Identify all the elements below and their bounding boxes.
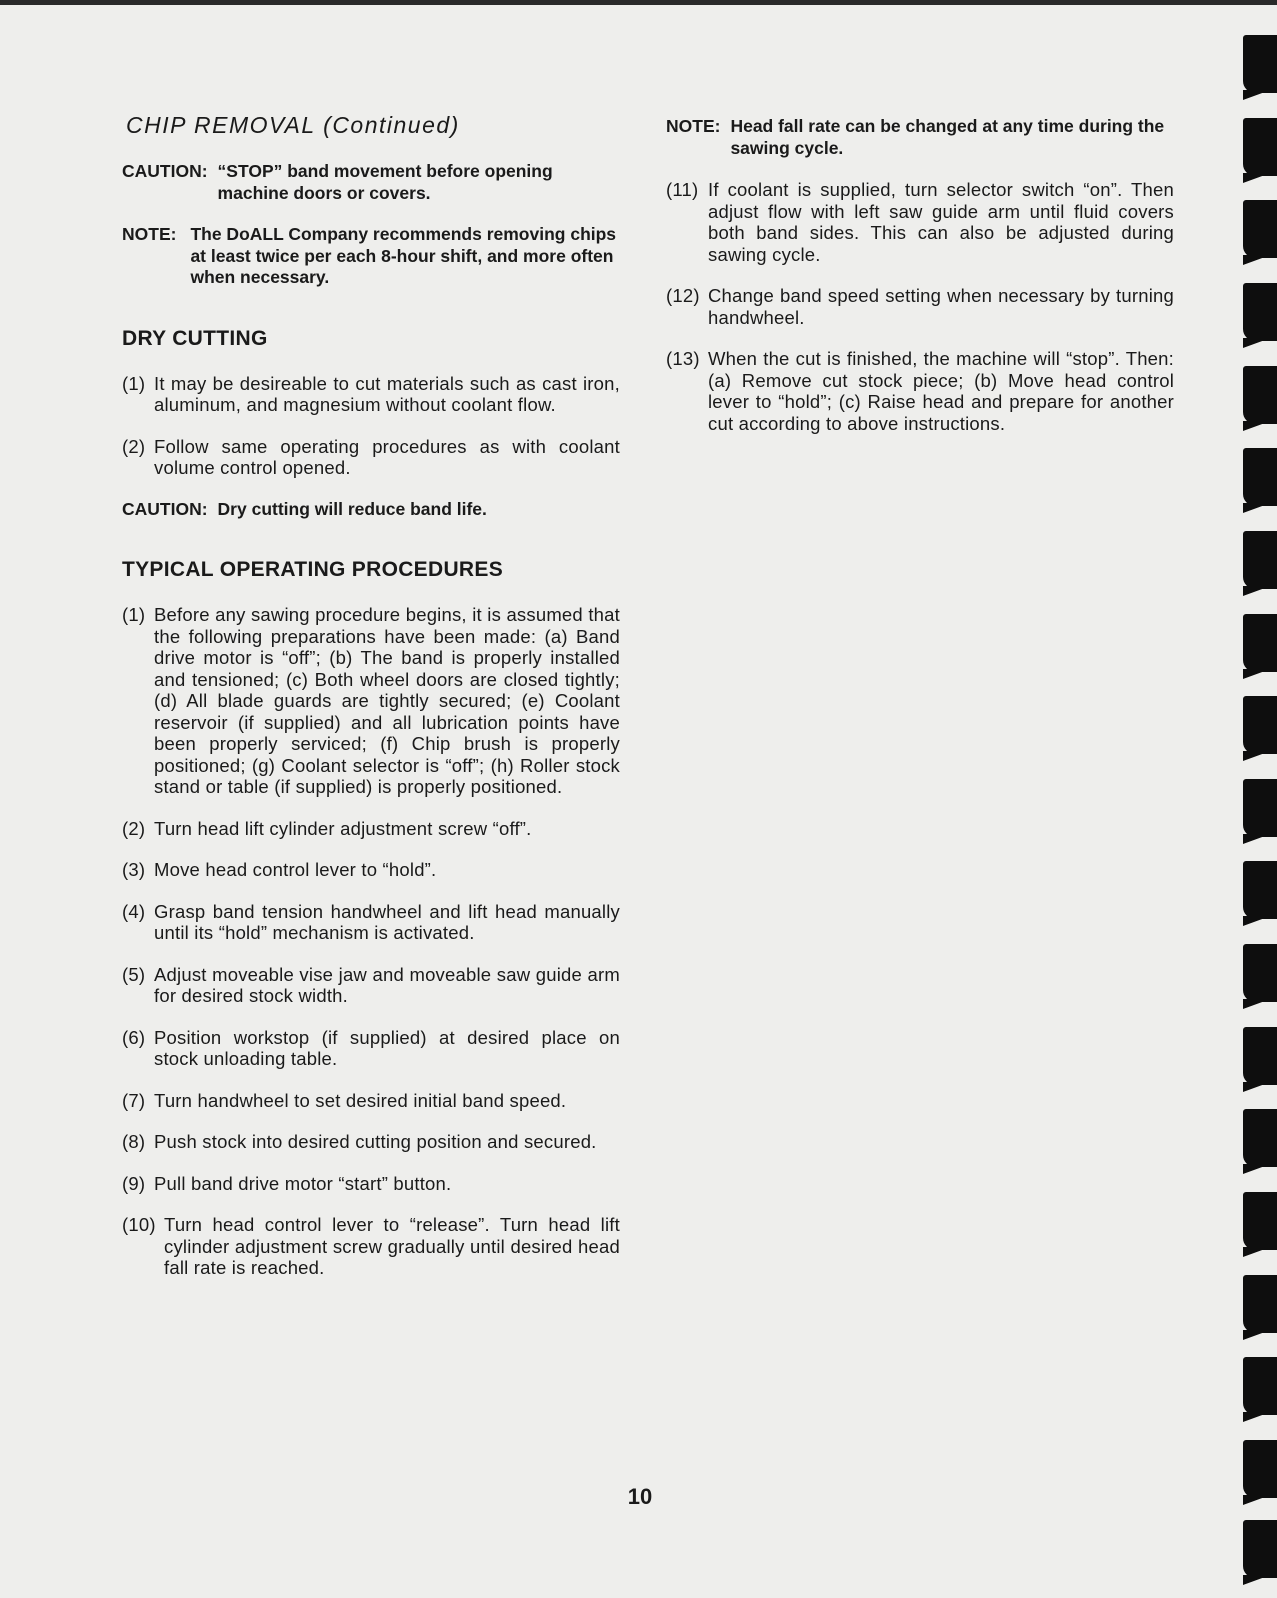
item-number: (2) (122, 817, 146, 839)
item-number: (4) (122, 900, 146, 922)
list-item (122, 1090, 620, 1112)
item-number: (9) (122, 1172, 146, 1194)
item-text: Pull band drive motor “start” button. (154, 1172, 452, 1194)
item-text: Push stock into desired cutting position and secured. (154, 1131, 597, 1152)
left-column (122, 112, 620, 1299)
item-text: When the cut is finished, the machine will “stop”. Then: (a) Remove cut stock piece; (b) Move head control lever to “hold”; (c) Raise head and prepare for another cut according to above instructions. (708, 348, 1174, 434)
item-number: (10) (122, 1214, 156, 1235)
note-text: The DoALL Company recommends removing chips at least twice per each 8-hour shift, and more often when necessary. (190, 224, 617, 287)
item-text: Turn head lift cylinder adjustment screw “off”. (154, 817, 532, 839)
item-number: (11) (666, 179, 699, 200)
item-number: (1) (122, 372, 146, 394)
caution-stop-band (122, 161, 620, 204)
caution-text: “STOP” band movement before opening machine doors or covers. (217, 161, 553, 203)
list-item (666, 348, 1174, 434)
binding-hole (1243, 35, 1277, 93)
binding-hole (1243, 366, 1277, 424)
page-top-edge (0, 0, 1277, 5)
item-text: Position workstop (if supplied) at desired place on stock unloading table. (154, 1026, 620, 1069)
dry-cutting-heading: DRY CUTTING (122, 326, 268, 350)
caution-label: CAUTION: (122, 498, 208, 519)
item-text: If coolant is supplied, turn selector switch “on”. Then adjust flow with left saw guide arm until fluid covers both band sides. This can also be adjusted during sawing cycle. (708, 179, 1174, 265)
caution-label: CAUTION: (122, 161, 208, 181)
binding-hole (1243, 1357, 1277, 1415)
binding-hole (1243, 200, 1277, 258)
chip-removal-heading: CHIP REMOVAL (Continued) (126, 112, 460, 138)
item-number: (13) (666, 348, 700, 369)
caution-text: Dry cutting will reduce band life. (217, 498, 487, 519)
list-item (122, 1173, 620, 1195)
list-item (122, 1131, 620, 1153)
binding-hole (1243, 696, 1277, 754)
item-number: (8) (122, 1131, 146, 1152)
item-text: Change band speed setting when necessary by turning handwheel. (708, 285, 1174, 328)
binding-hole (1243, 1520, 1277, 1578)
binding-hole (1243, 944, 1277, 1002)
item-text: Turn handwheel to set desired initial band speed. (154, 1089, 567, 1111)
binding-hole (1243, 779, 1277, 837)
list-item (122, 859, 620, 881)
item-text: Move head control lever to “hold”. (154, 859, 437, 880)
list-item (122, 1214, 620, 1279)
binding-hole (1243, 1440, 1277, 1498)
item-number: (5) (122, 963, 146, 985)
list-item (122, 964, 620, 1007)
binding-hole (1243, 118, 1277, 176)
note-label: NOTE: (666, 116, 721, 136)
note-chip-removal (122, 224, 620, 289)
binding-hole (1243, 283, 1277, 341)
binding-hole (1243, 531, 1277, 589)
procedures-heading: TYPICAL OPERATING PROCEDURES (122, 558, 503, 581)
binding-hole (1243, 1192, 1277, 1250)
binding-hole (1243, 861, 1277, 919)
list-item (122, 1027, 620, 1070)
item-number: (6) (122, 1026, 146, 1048)
binding-hole (1243, 614, 1277, 672)
list-item (122, 818, 620, 840)
item-text: Turn head control lever to “release”. Turn head lift cylinder adjustment screw gradually until desired head fall rate is reached. (164, 1214, 620, 1278)
binding-hole (1243, 1275, 1277, 1333)
item-number: (7) (122, 1089, 146, 1111)
list-item (122, 436, 620, 479)
spiral-binding-holes (1243, 0, 1277, 1598)
item-text: Before any sawing procedure begins, it is assumed that the following preparations have been made: (a) Band drive motor is “off”; (b) The band is properly installed and tensioned; (c) Both wheel doors are closed tightly; (d) All blade guards are tightly secured; (e) Coolant reservoir (if supplied) and all lubrication points have been properly serviced; (f) Chip brush is properly positioned; (g) Coolant selector is “off”; (h) Roller stock stand or table (if supplied) is properly positioned. (154, 604, 620, 797)
list-item (122, 901, 620, 944)
binding-hole (1243, 448, 1277, 506)
note-label: NOTE: (122, 224, 177, 244)
item-number: (3) (122, 859, 146, 880)
caution-dry-cutting (122, 499, 620, 521)
item-number: (2) (122, 435, 146, 457)
binding-hole (1243, 1109, 1277, 1167)
page-number: 10 (627, 1484, 653, 1509)
list-item (666, 179, 1174, 265)
binding-hole (1243, 1027, 1277, 1085)
item-text: Grasp band tension handwheel and lift head manually until its “hold” mechanism is activated. (154, 900, 620, 943)
item-text: It may be desireable to cut materials such as cast iron, aluminum, and magnesium without coolant flow. (154, 372, 620, 415)
note-head-fall-rate (666, 116, 1174, 159)
right-column (666, 116, 1174, 454)
item-text: Follow same operating procedures as with coolant volume control opened. (154, 435, 620, 478)
item-number: (1) (122, 604, 146, 625)
list-item (122, 604, 620, 798)
item-text: Adjust moveable vise jaw and moveable saw guide arm for desired stock width. (154, 963, 620, 1006)
note-text: Head fall rate can be changed at any time during the sawing cycle. (730, 116, 1165, 158)
list-item (122, 373, 620, 416)
item-number: (12) (666, 285, 700, 306)
list-item (666, 285, 1174, 328)
